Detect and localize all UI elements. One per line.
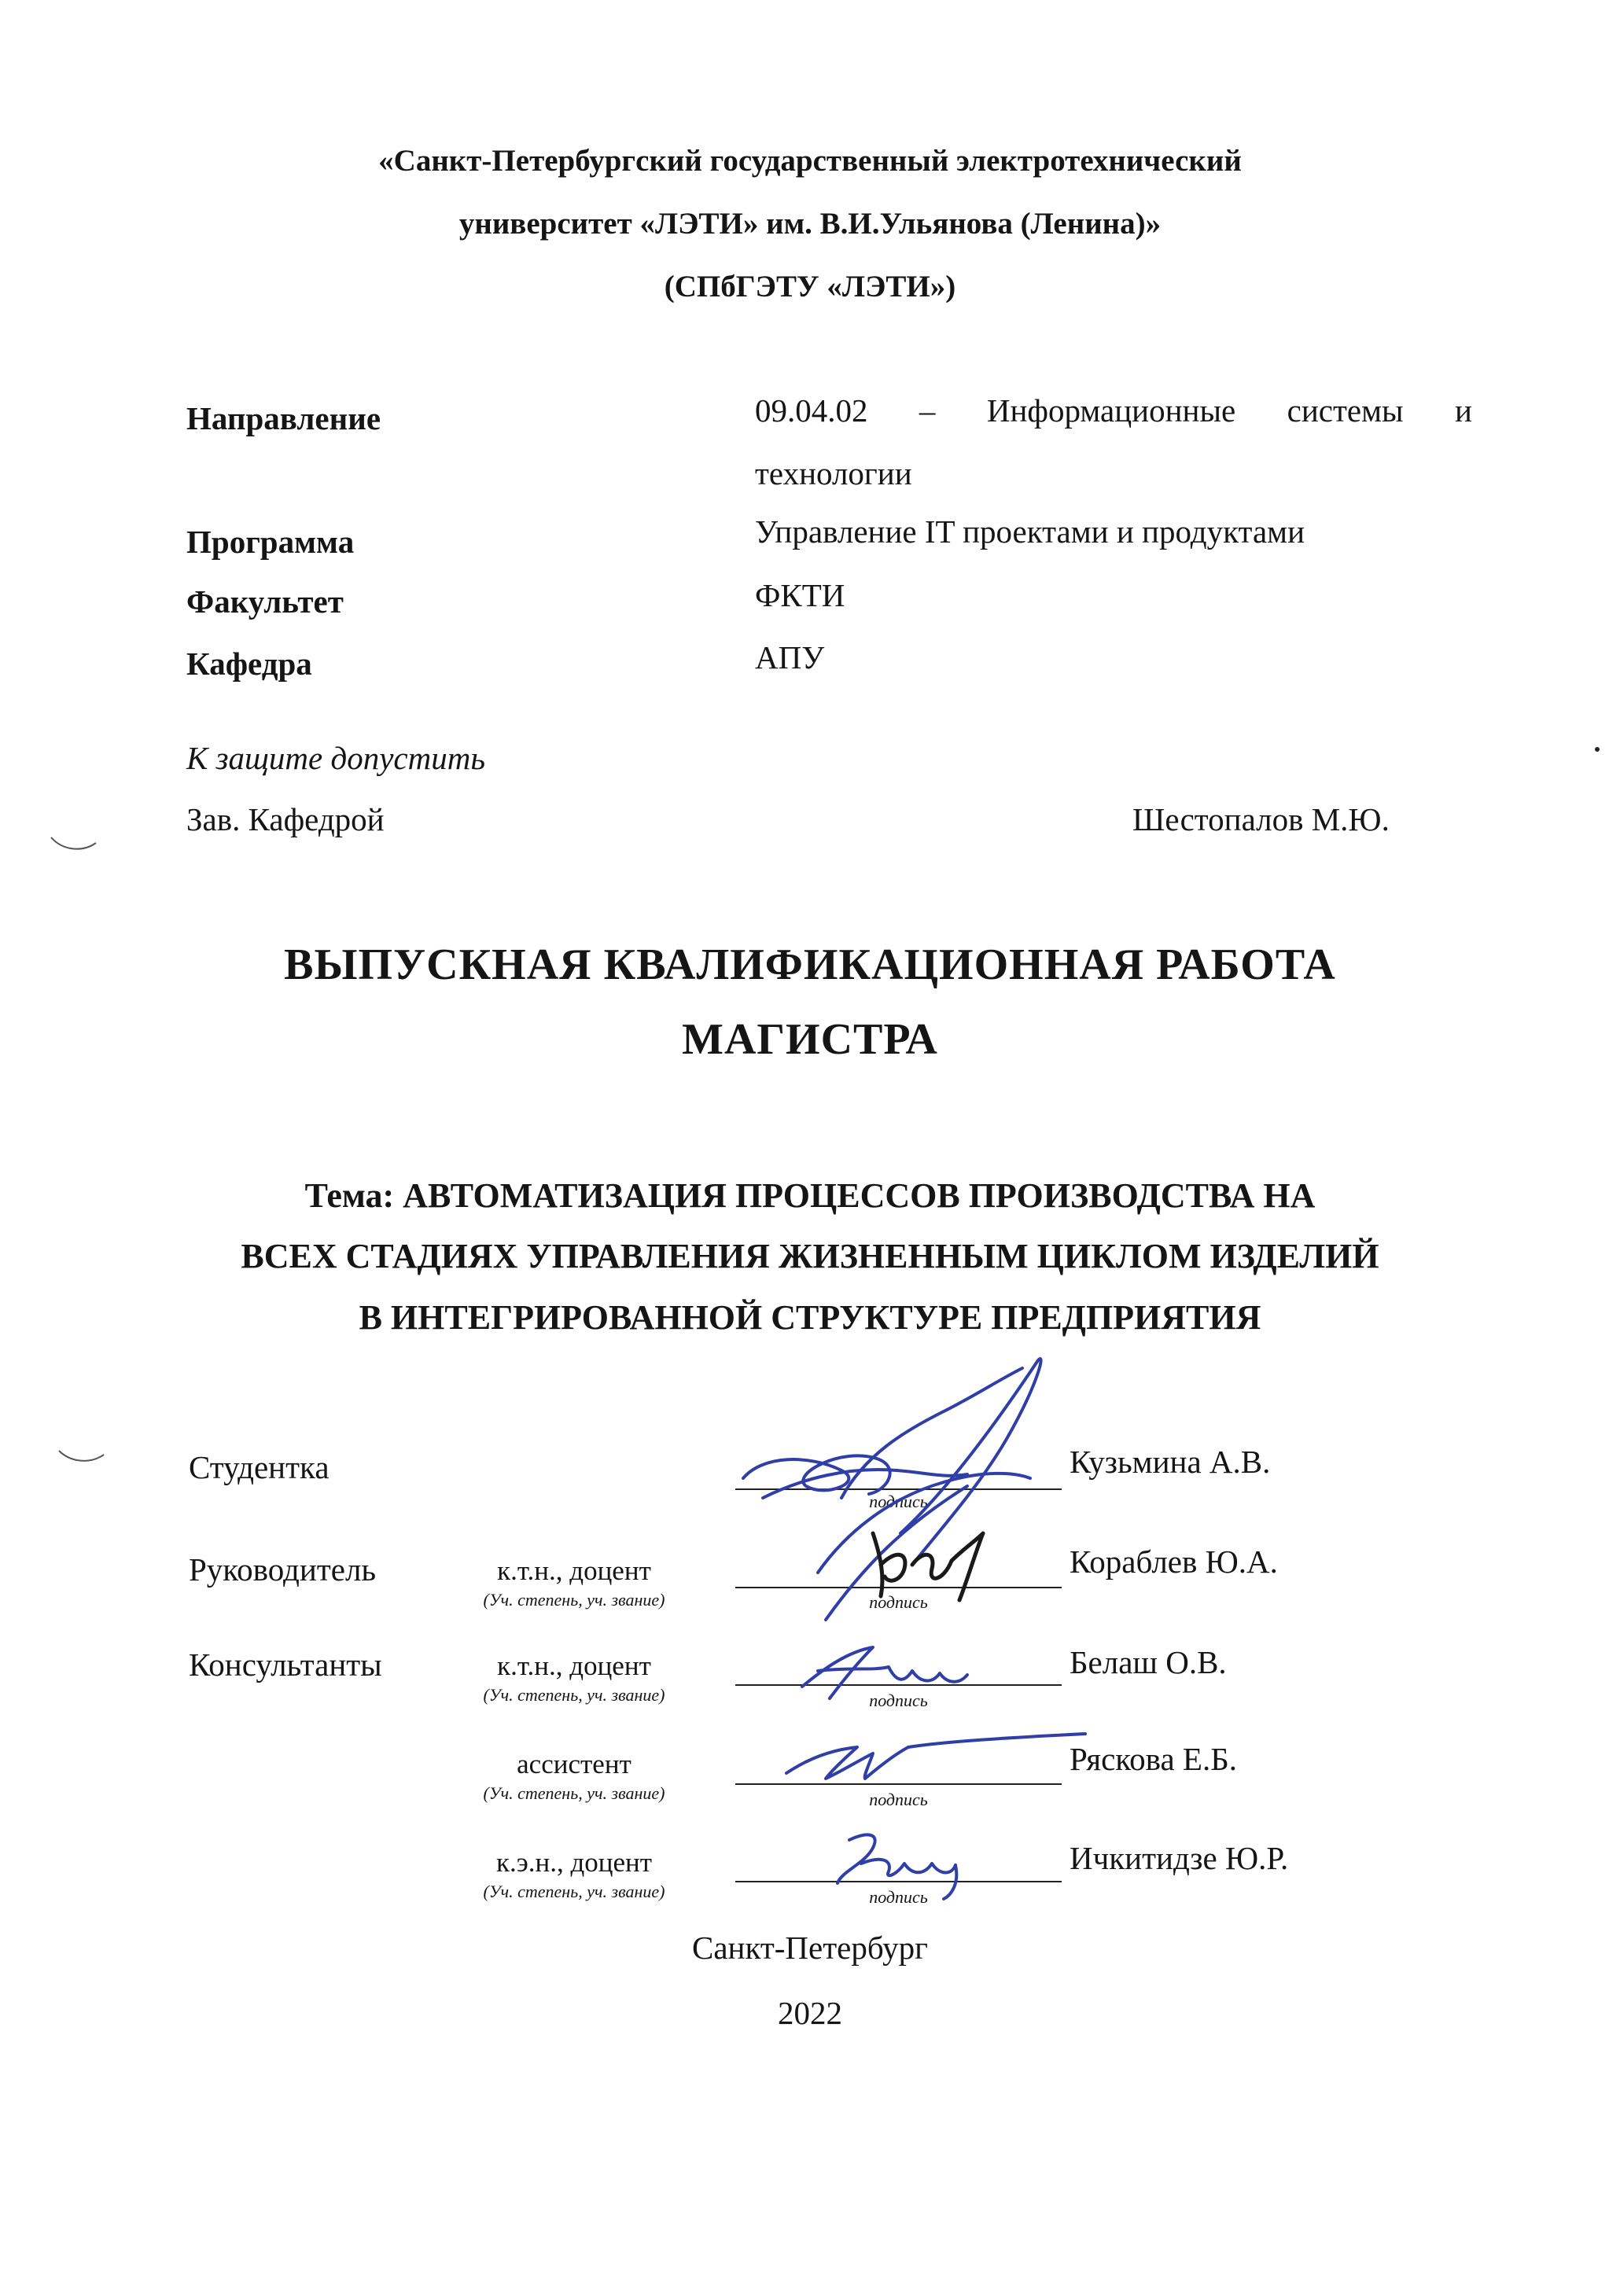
- supervisor-role: Руководитель: [189, 1551, 377, 1588]
- direction-label: Направление: [186, 400, 381, 436]
- scan-dot: [1595, 747, 1600, 752]
- degree-caption: (Уч. степень, уч. звание): [483, 1685, 665, 1705]
- topic-line3: В ИНТЕГРИРОВАННОЙ СТРУКТУРЕ ПРЕДПРИЯТИЯ: [359, 1298, 1261, 1337]
- signature-caption: подпись: [869, 1790, 928, 1809]
- consultant1-signature-scribble: [786, 1636, 975, 1706]
- consultant2-name: Ряскова Е.Б.: [1070, 1741, 1237, 1777]
- consultant1-degree: к.т.н., доцент: [497, 1650, 651, 1681]
- department-value: АПУ: [755, 639, 825, 675]
- faculty-label: Факультет: [186, 583, 344, 620]
- signature-caption: подпись: [869, 1887, 928, 1907]
- direction-value: [755, 392, 1472, 429]
- consultants-role: Консультанты: [189, 1647, 382, 1683]
- consultant3-name: Ичкитидзе Ю.Р.: [1070, 1840, 1289, 1876]
- signature-caption: подпись: [869, 1592, 928, 1612]
- university-name-line2: университет «ЛЭТИ» им. В.И.Ульянова (Ленина)»: [458, 207, 1162, 241]
- department-label: Кафедра: [186, 646, 312, 682]
- topic-line1: [0, 1176, 1620, 1216]
- program-value: Управление IT проектами и продуктами: [755, 513, 1305, 550]
- supervisor-degree: к.т.н., доцент: [497, 1555, 651, 1586]
- degree-caption: (Уч. степень, уч. звание): [483, 1882, 665, 1901]
- student-role: Студентка: [189, 1449, 330, 1485]
- faculty-value: ФКТИ: [755, 577, 845, 613]
- student-name: Кузьмина А.В.: [1070, 1444, 1271, 1480]
- degree-caption: (Уч. степень, уч. звание): [483, 1783, 665, 1803]
- head-of-department-label: Зав. Кафедрой: [186, 801, 385, 837]
- thesis-title-line2: МАГИСТРА: [682, 1015, 938, 1064]
- admission-text: К защите допустить: [186, 740, 485, 776]
- program-label: Программа: [186, 524, 355, 560]
- direction-code: 09.04.02: [755, 392, 868, 429]
- topic-text-line1: АВТОМАТИЗАЦИЯ ПРОЦЕССОВ ПРОИЗВОДСТВА НА: [403, 1176, 1316, 1215]
- signature-caption: подпись: [869, 1691, 928, 1710]
- university-abbreviation: (СПбГЭТУ «ЛЭТИ»): [664, 270, 956, 304]
- consultant3-signature-scribble: [818, 1816, 991, 1903]
- consultant2-signature-scribble: [771, 1730, 1093, 1793]
- signature-caption: подпись: [869, 1492, 928, 1511]
- scan-mark: [47, 833, 102, 857]
- topic-prefix: Тема:: [304, 1176, 395, 1215]
- direction-value-line2: технологии: [755, 455, 912, 491]
- direction-word: Информационные: [986, 392, 1236, 429]
- scan-mark: [55, 1447, 110, 1470]
- university-name-line1: «Санкт-Петербургский государственный электротехнический: [378, 144, 1242, 178]
- consultant3-degree: к.э.н., доцент: [495, 1847, 653, 1878]
- direction-word: и: [1455, 392, 1472, 429]
- head-of-department-name: Шестопалов М.Ю.: [1132, 801, 1390, 837]
- direction-word: системы: [1287, 392, 1404, 429]
- consultant2-degree: ассистент: [517, 1749, 631, 1779]
- degree-caption: (Уч. степень, уч. звание): [483, 1590, 665, 1610]
- thesis-title-line1: ВЫПУСКНАЯ КВАЛИФИКАЦИОННАЯ РАБОТА: [284, 940, 1336, 989]
- direction-dash: –: [919, 392, 936, 429]
- city: Санкт-Петербург: [692, 1930, 928, 1966]
- consultant1-name: Белаш О.В.: [1070, 1644, 1227, 1680]
- topic-line2: ВСЕХ СТАДИЯХ УПРАВЛЕНИЯ ЖИЗНЕННЫМ ЦИКЛОМ ИЗДЕЛИЙ: [241, 1237, 1379, 1275]
- supervisor-name: Кораблев Ю.А.: [1070, 1544, 1278, 1580]
- supervisor-signature-scribble: [849, 1518, 1007, 1604]
- year: 2022: [778, 1995, 842, 2031]
